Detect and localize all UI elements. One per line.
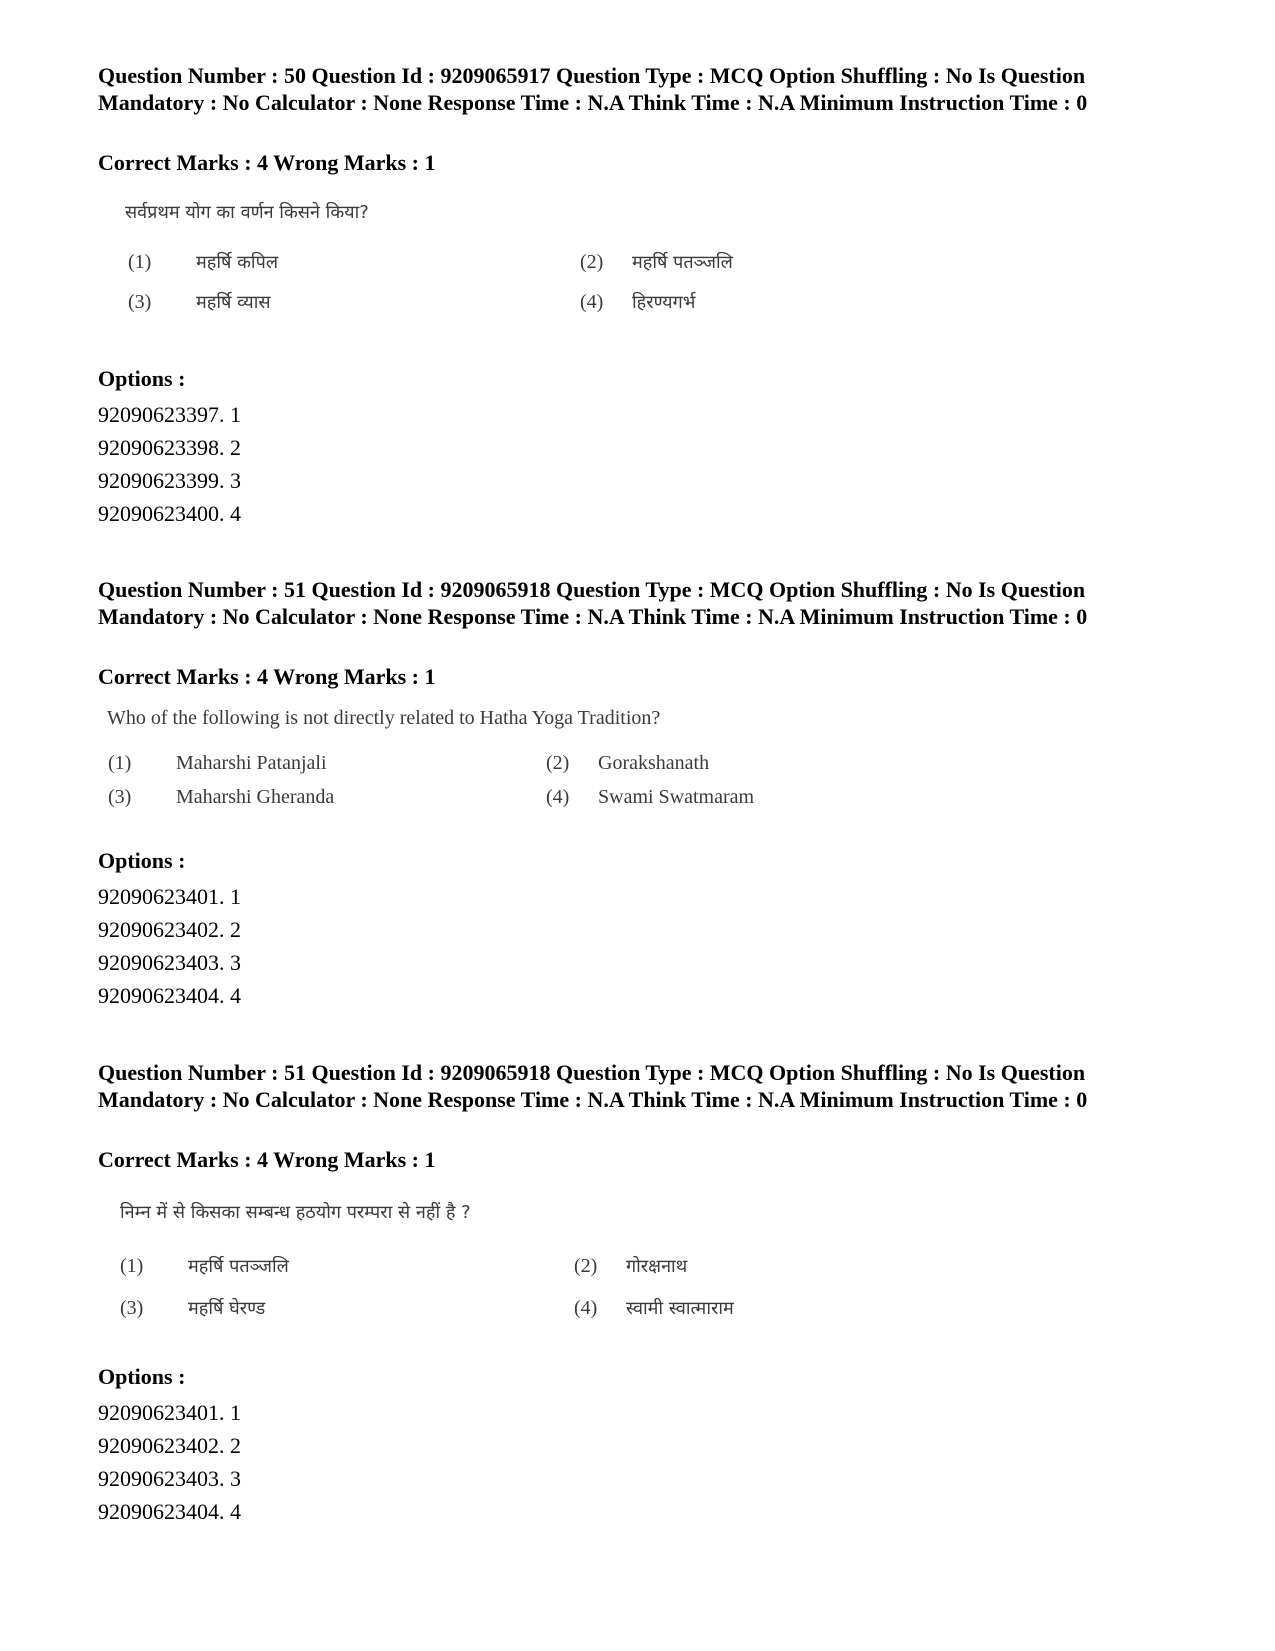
question-marks: Correct Marks : 4 Wrong Marks : 1 <box>98 1147 436 1172</box>
choice-text: हिरण्यगर्भ <box>632 292 696 313</box>
choice-text: स्वामी स्वात्माराम <box>626 1298 734 1319</box>
choice-2 <box>546 752 709 775</box>
choice-text: Maharshi Patanjali <box>176 752 327 774</box>
choice-1 <box>128 250 278 274</box>
question-text: निम्न में से किसका सम्बन्ध हठयोग परम्परा से नहीं है ? <box>120 1202 471 1223</box>
choice-number: (3) <box>128 291 152 313</box>
option-line: 92090623398. 2 <box>98 435 241 460</box>
choice-text: Gorakshanath <box>598 752 710 774</box>
choice-1 <box>120 1254 289 1278</box>
choice-text: Maharshi Gheranda <box>176 786 335 808</box>
option-line: 92090623399. 3 <box>98 468 241 493</box>
question-header: Question Number : 50 Question Id : 9209065917 Question Type : MCQ Option Shuffling : No Is Question Mandatory : No Calculator : None Response Time : N.A Think Time : N.A Minimum Instruction Time : 0 <box>98 63 1088 115</box>
question-header: Question Number : 51 Question Id : 9209065918 Question Type : MCQ Option Shuffling : No Is Question Mandatory : No Calculator : None Response Time : N.A Think Time : N.A Minimum Instruction Time : 0 <box>98 577 1088 629</box>
choice-text: Swami Swatmaram <box>598 786 755 808</box>
choice-number: (2) <box>580 251 604 273</box>
choice-number: (4) <box>580 291 604 313</box>
choice-3 <box>120 1296 265 1320</box>
question-marks: Correct Marks : 4 Wrong Marks : 1 <box>98 150 436 175</box>
choice-1 <box>108 752 327 775</box>
option-line: 92090623400. 4 <box>98 501 241 526</box>
choice-2 <box>580 250 733 274</box>
options-label: Options : <box>98 366 186 391</box>
option-line: 92090623404. 4 <box>98 1499 241 1524</box>
question-text: Who of the following is not directly related to Hatha Yoga Tradition? <box>107 707 661 729</box>
option-line: 92090623402. 2 <box>98 1433 241 1458</box>
option-line: 92090623404. 4 <box>98 983 241 1008</box>
choice-text: महर्षि कपिल <box>196 252 279 273</box>
choice-4 <box>574 1296 734 1320</box>
question-text: सर्वप्रथम योग का वर्णन किसने किया? <box>125 202 369 223</box>
choice-3 <box>108 786 334 809</box>
option-line: 92090623401. 1 <box>98 884 241 909</box>
choice-number: (1) <box>120 1255 144 1277</box>
question-marks: Correct Marks : 4 Wrong Marks : 1 <box>98 664 436 689</box>
choice-number: (4) <box>574 1297 598 1319</box>
options-label: Options : <box>98 1364 186 1389</box>
choice-text: महर्षि व्यास <box>196 292 271 313</box>
choice-text: महर्षि पतञ्जलि <box>188 1256 289 1277</box>
option-line: 92090623397. 1 <box>98 402 241 427</box>
choice-number: (2) <box>574 1255 598 1277</box>
choice-3 <box>128 290 271 314</box>
choice-2 <box>574 1254 687 1278</box>
choice-text: महर्षि घेरण्ड <box>188 1298 266 1319</box>
choice-number: (3) <box>108 786 132 808</box>
choice-number: (4) <box>546 786 570 808</box>
choice-number: (3) <box>120 1297 144 1319</box>
option-line: 92090623402. 2 <box>98 917 241 942</box>
options-label: Options : <box>98 848 186 873</box>
choice-number: (2) <box>546 752 570 774</box>
choice-number: (1) <box>108 752 132 774</box>
option-line: 92090623403. 3 <box>98 950 241 975</box>
choice-number: (1) <box>128 251 152 273</box>
question-header: Question Number : 51 Question Id : 9209065918 Question Type : MCQ Option Shuffling : No Is Question Mandatory : No Calculator : None Response Time : N.A Think Time : N.A Minimum Instruction Time : 0 <box>98 1060 1088 1112</box>
choice-text: गोरक्षनाथ <box>626 1256 688 1277</box>
option-line: 92090623401. 1 <box>98 1400 241 1425</box>
option-line: 92090623403. 3 <box>98 1466 241 1491</box>
choice-text: महर्षि पतञ्जलि <box>632 252 733 273</box>
choice-4 <box>546 786 754 809</box>
choice-4 <box>580 290 695 314</box>
